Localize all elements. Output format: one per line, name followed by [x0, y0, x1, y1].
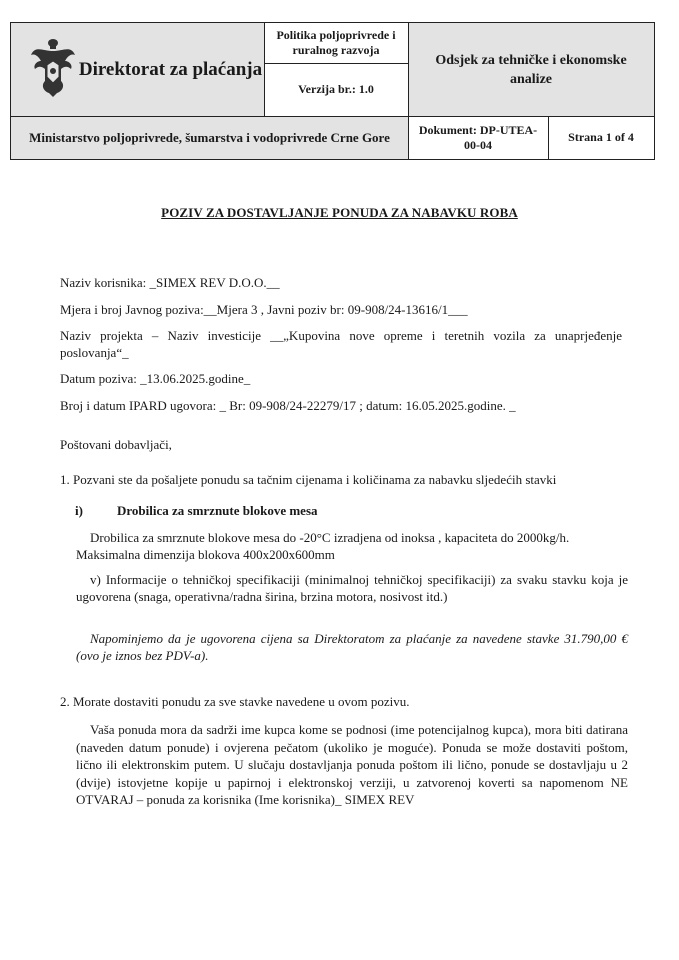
ministry-label: Ministarstvo poljoprivrede, šumarstva i vodoprivrede Crne Gore — [29, 130, 390, 145]
header-table — [10, 22, 655, 160]
document-title: POZIV ZA DOSTAVLJANJE PONUDA ZA NABAVKU ROBA — [161, 205, 518, 220]
field-measure: Mjera i broj Javnog poziva:__Mjera 3 , Javni poziv br: 09-908/24-13616/1___ — [60, 302, 468, 317]
field-contract: Broj i datum IPARD ugovora: _ Br: 09-908/24-22279/17 ; datum: 16.05.2025.godine. _ — [60, 398, 516, 413]
field-beneficiary: Naziv korisnika: _SIMEX REV D.O.O.__ — [60, 275, 280, 290]
item-number: i) — [75, 503, 83, 518]
price-note: Napominjemo da je ugovorena cijena sa Direktoratom za plaćanje za navedene stavke 31.790,00 € (ovo je iznos bez PDV-a). — [76, 631, 628, 663]
page-number: Strana 1 of 4 — [568, 130, 634, 144]
document-number: Dokument: DP-UTEA-00-04 — [418, 122, 538, 152]
offer-instructions: Vaša ponuda mora da sadrži ime kupca kome se podnosi (ime potencijalnog kupca), mora biti datirana (naveden datum ponude) i ovjerena pečatom (ukoliko je moguće). Ponuda se može dostaviti poštom, lično ili elektronskim putem. U slučaju dostavljanja ponuda poštom ili lično, ponude se dostavljaju u 2 (dvije) istovjetne kopije u papirnoj i elektronskoj verziji, u zatvorenoj koverti sa napomenom NE OTVARAJ – ponuda za korisnika (Ime korisnika)_ SIMEX REV — [76, 722, 628, 807]
policy-label: Politika poljoprivrede i ruralnog razvoja — [276, 28, 396, 57]
field-date: Datum poziva: _13.06.2025.godine_ — [60, 371, 251, 386]
department-label: Odsjek za tehničke i ekonomske analize — [435, 52, 627, 87]
coat-of-arms-icon — [29, 37, 77, 99]
greeting: Poštovani dobavljači, — [60, 437, 172, 452]
field-project: Naziv projekta – Naziv investicije __„Kupovina nove opreme i teretnih vozila za unaprjeđenje poslovanja“_ — [60, 328, 622, 360]
point-1: 1. Pozvani ste da pošaljete ponudu sa tačnim cijenama i količinama za nabavku sljedećih stavki — [60, 472, 557, 487]
technical-info: v) Informacije o tehničkoj specifikaciji (minimalnoj tehničkoj specifikaciji) za svaku stavku koja je ugovorena (snaga, operativna/radna širina, brzina motora, nosivost itd.) — [76, 572, 628, 604]
version-label: Verzija br.: 1.0 — [298, 82, 374, 96]
item-description: Drobilica za smrznute blokove mesa do -20°C izradjena od inoksa , kapaciteta do 2000kg/h. Maksimalna dimenzija blokova 400x200x600mm — [76, 530, 570, 562]
item-title: Drobilica za smrznute blokove mesa — [117, 503, 318, 518]
point-2: 2. Morate dostaviti ponudu za sve stavke navedene u ovom pozivu. — [60, 694, 410, 709]
org-title: Direktorat za plaćanja — [78, 58, 263, 80]
